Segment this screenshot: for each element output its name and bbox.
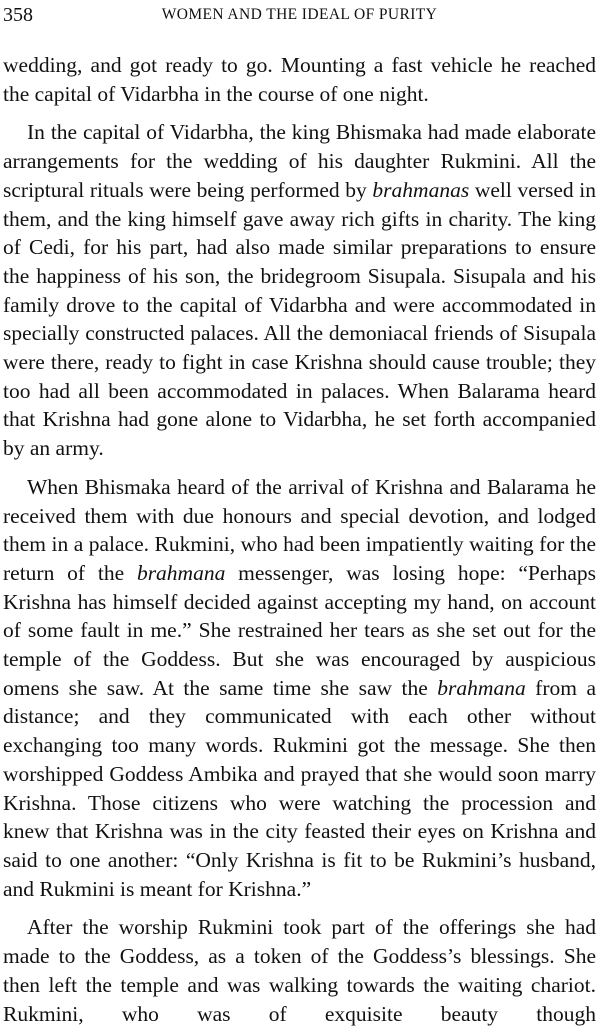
paragraph	[3, 51, 596, 108]
body-text	[3, 51, 596, 1028]
italic-term: brahmana	[437, 675, 526, 700]
italic-term: brahmana	[136, 560, 226, 585]
paragraph-text: from a distance; and they communicated with each other without exchanging too many words. Rukmini got the message. She then worshipped Goddess Ambika and prayed that she would soon marry Krishna. Those citizens who were watching the procession and knew that Krishna was in the city feasted their eyes on Krishna and said to one another: “Only Krishna is fit to be Rukmini’s husband, and Rukmini is meant for Krishna.”	[3, 675, 596, 901]
paragraph-text: messenger, was losing hope: “Perhaps Krishna has himself decided against accepting my hand, on account of some fault in me.” She restrained her tears as she set out for the temple of the Goddess. But she was encouraged by auspicious omens she saw. At the same time she saw the	[3, 560, 597, 700]
paragraph	[3, 118, 596, 462]
paragraph	[3, 473, 596, 904]
paragraph-text: When Bhismaka heard of the arrival of Krishna and Balarama he received them with due honours and special devotion, and lodged them in a palace. Rukmini, who had been impatiently waiting for the return of the	[3, 474, 596, 585]
running-title: WOMEN AND THE IDEAL OF PURITY	[161, 6, 438, 23]
paragraph	[3, 913, 596, 1028]
paragraph-text: After the worship Rukmini took part of the offerings she had made to the Goddess, as a token of the Goddess’s blessings. She then left the temple and was walking towards the waiting chariot. Rukmini, who was of exquisite beauty though	[3, 915, 596, 1026]
paragraph-text: well versed in them, and the king himself gave away rich gifts in charity. The king of Cedi, for his part, had also made similar preparations to ensure the happiness of his son, the bridegroom Sisupala. Sisupala and his family drove to the capital of Vidarbha and were accommodated in specially constructed palaces. All the demoniacal friends of Sisupala were there, ready to fight in case Krishna should cause trouble; they too had all been accommodated in palaces. When Balarama heard that Krishna had gone alone to Vidarbha, he set forth accompanied by an army.	[3, 177, 596, 461]
running-head	[3, 0, 596, 30]
italic-term: brahmanas	[372, 177, 470, 202]
paragraph-text: wedding, and got ready to go. Mounting a fast vehicle he reached the capital of Vidarbha in the course of one night.	[3, 53, 596, 106]
page-number: 358	[3, 4, 33, 26]
paragraph-text: In the capital of Vidarbha, the king Bhismaka had made elaborate arrangements for the wedding of his daughter Rukmini. All the scriptural rituals were being performed by	[3, 120, 596, 202]
